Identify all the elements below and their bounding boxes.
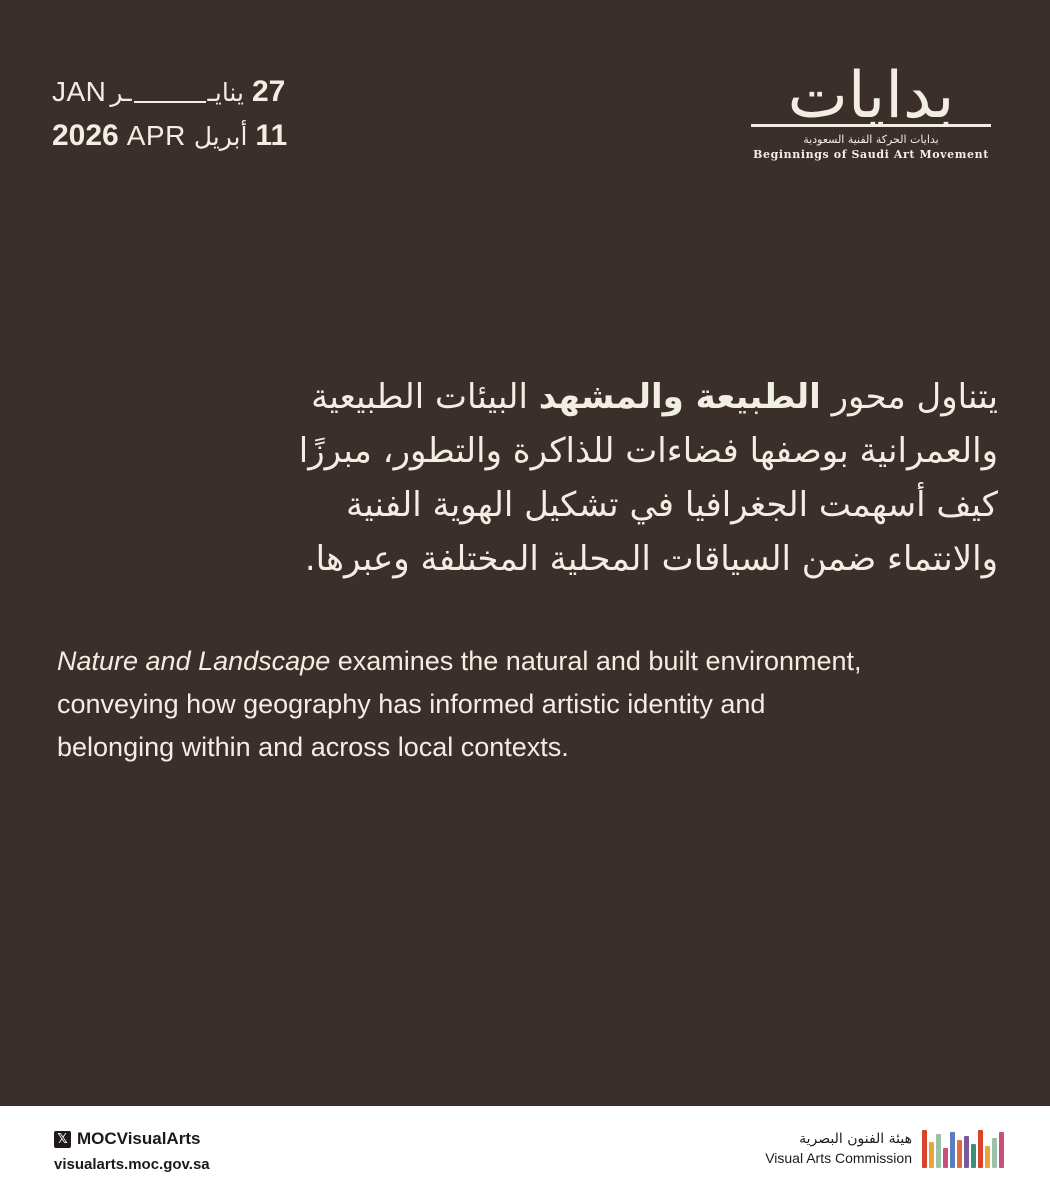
commission-name	[765, 1130, 912, 1168]
commission-mark-bar	[992, 1138, 997, 1168]
commission-mark-bar	[957, 1140, 962, 1168]
website-link[interactable]: visualarts.moc.gov.sa	[54, 1156, 210, 1173]
commission-mark-bar	[999, 1132, 1004, 1168]
logo-wordmark: بدايات	[787, 59, 955, 133]
start-month-en: JAN	[52, 76, 107, 107]
end-month-ar: أبريل	[193, 121, 248, 151]
social-link[interactable]	[54, 1128, 210, 1150]
commission-mark-bar	[950, 1132, 955, 1168]
commission-mark-bar	[985, 1146, 990, 1168]
footer-contact	[54, 1128, 210, 1173]
commission-mark-bar	[943, 1148, 948, 1168]
commission-mark-bar	[978, 1130, 983, 1168]
commission-mark-bar	[929, 1142, 934, 1168]
exhibition-dates	[52, 70, 312, 158]
english-description	[57, 640, 887, 769]
commission-name-en: Visual Arts Commission	[765, 1150, 912, 1166]
social-handle[interactable]: MOCVisualArts	[77, 1129, 201, 1148]
commission-mark-bar	[971, 1144, 976, 1168]
end-date	[52, 114, 312, 158]
arabic-text-start: يتناول محور	[820, 377, 998, 417]
logo-subtitle-ar: بدايات الحركة الفنية السعودية	[803, 133, 939, 146]
start-date	[52, 70, 312, 114]
english-theme-title: Nature and Landscape	[57, 646, 331, 676]
footer	[0, 1106, 1050, 1200]
arabic-description	[238, 370, 998, 586]
commission-logo	[765, 1130, 1006, 1168]
english-text-rest: examines the natural and built environment, conveying how geography has informed artistic identity and belonging within and across local contexts.	[57, 646, 862, 762]
start-month-ar-end: ـر	[110, 77, 132, 107]
commission-mark-bar	[964, 1136, 969, 1168]
bidayat-logo	[746, 60, 996, 180]
year: 2026	[52, 119, 119, 152]
commission-mark-icon	[922, 1130, 1006, 1168]
start-month-ar: ينايـ	[207, 77, 244, 107]
end-day: 11	[255, 119, 288, 152]
commission-name-ar: هيئة الفنون البصرية	[799, 1131, 912, 1147]
arabic-text-rest: البيئات الطبيعية والعمرانية بوصفها فضاءات للذاكرة والتطور، مبرزًا كيف أسهمت الجغرافيا في تشكيل الهوية الفنية والانتماء ضمن السياقات المحلية المختلفة وعبرها.	[298, 377, 998, 579]
x-logo-icon: 𝕏	[54, 1131, 71, 1148]
end-month-en: APR	[126, 120, 186, 151]
start-day: 27	[251, 75, 286, 108]
kashida-stretch	[134, 101, 206, 103]
arabic-theme-title: الطبيعة والمشهد	[538, 377, 821, 417]
commission-mark-bar	[936, 1134, 941, 1168]
logo-subtitle-en: Beginnings of Saudi Art Movement	[753, 148, 989, 161]
commission-mark-bar	[922, 1130, 927, 1168]
